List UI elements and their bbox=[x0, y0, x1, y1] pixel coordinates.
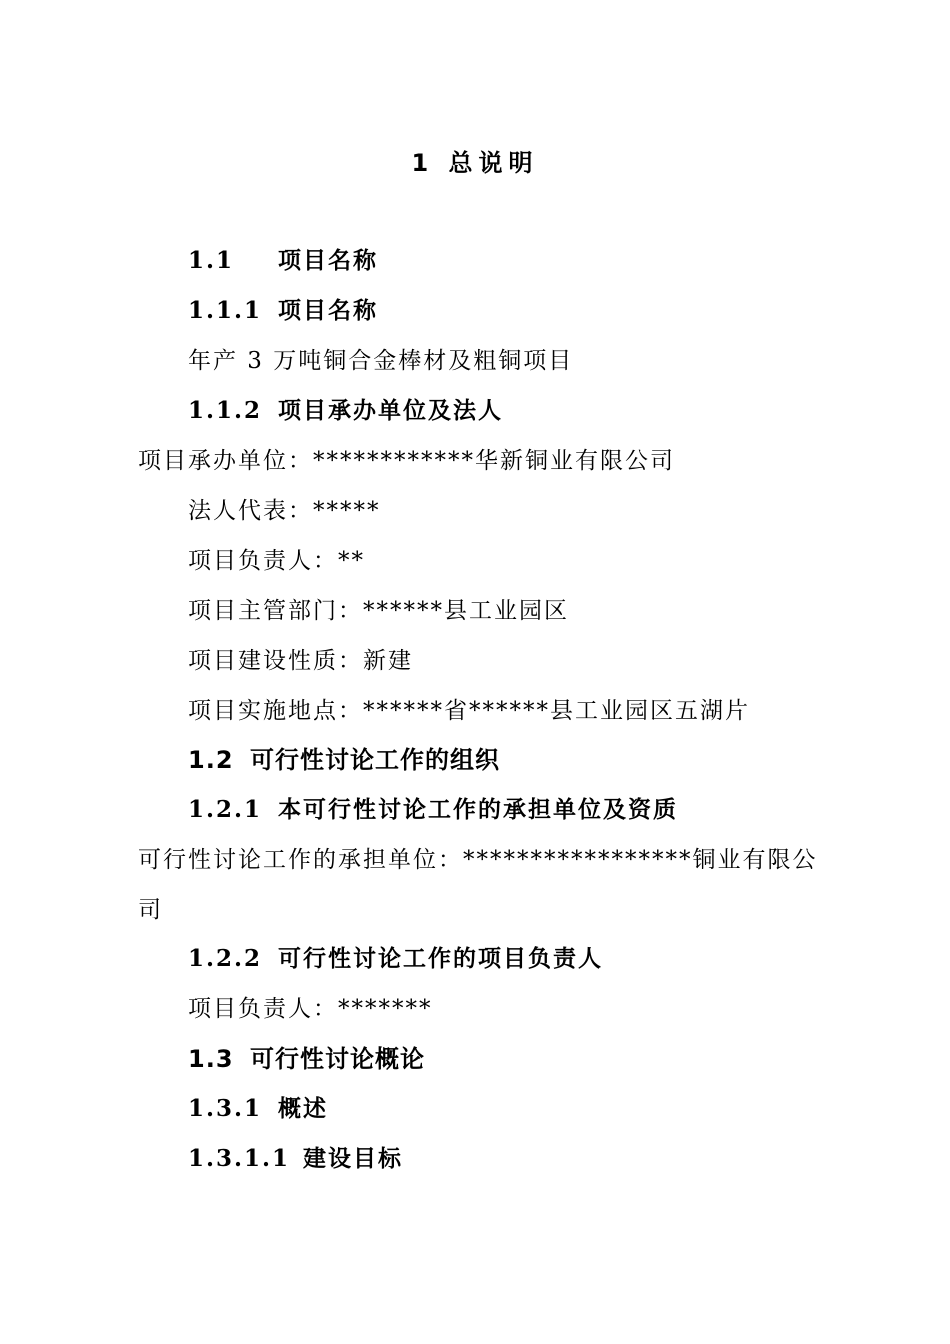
heading-text: 项目承办单位及法人 bbox=[278, 397, 503, 424]
heading-text: 项目名称 bbox=[278, 297, 378, 324]
heading-number: 1.1.2 bbox=[188, 397, 263, 424]
heading-1-3-1-1 bbox=[188, 1144, 403, 1174]
heading-text: 可行性讨论工作的项目负责人 bbox=[278, 945, 603, 972]
heading-number: 1.2 bbox=[188, 746, 234, 774]
study-unit-text-line2: 司 bbox=[138, 897, 163, 923]
heading-1-3 bbox=[188, 1044, 425, 1074]
heading-text: 本可行性讨论工作的承担单位及资质 bbox=[278, 796, 678, 823]
heading-1-1-2 bbox=[188, 396, 503, 426]
person-in-charge-text: 项目负责人：** bbox=[188, 548, 365, 574]
heading-number: 1.1.1 bbox=[188, 297, 263, 324]
heading-1-1 bbox=[188, 246, 378, 276]
legal-rep-text: 法人代表：***** bbox=[188, 498, 381, 524]
authority-text: 项目主管部门：******县工业园区 bbox=[188, 598, 569, 624]
heading-1-2-1 bbox=[188, 795, 678, 825]
heading-1-1-1 bbox=[188, 296, 378, 326]
heading-text: 项目名称 bbox=[278, 247, 378, 274]
heading-text: 概述 bbox=[278, 1095, 328, 1122]
nature-text: 项目建设性质：新建 bbox=[188, 648, 413, 674]
heading-number: 1.3 bbox=[188, 1045, 234, 1073]
heading-number: 1.2.2 bbox=[188, 945, 263, 972]
heading-number: 1.3.1.1 bbox=[188, 1145, 291, 1172]
heading-text: 建设目标 bbox=[303, 1145, 403, 1172]
heading-1-2-2 bbox=[188, 944, 603, 974]
heading-number: 1.2.1 bbox=[188, 796, 263, 823]
chapter-title: 1 总说明 bbox=[411, 149, 539, 177]
study-unit-text-line1: 可行性讨论工作的承担单位：*****************铜业有限公 bbox=[138, 847, 818, 873]
heading-number: 1.3.1 bbox=[188, 1095, 263, 1122]
project-name-text: 年产 3 万吨铜合金棒材及粗铜项目 bbox=[188, 348, 574, 374]
heading-text: 可行性讨论概论 bbox=[250, 1045, 425, 1073]
study-leader-text: 项目负责人：******* bbox=[188, 996, 433, 1022]
undertaker-text: 项目承办单位：************华新铜业有限公司 bbox=[138, 448, 675, 474]
heading-text: 可行性讨论工作的组织 bbox=[250, 746, 500, 774]
heading-1-2 bbox=[188, 745, 500, 775]
heading-1-3-1 bbox=[188, 1094, 328, 1124]
heading-number: 1.1 bbox=[188, 247, 235, 274]
location-text: 项目实施地点：******省******县工业园区五湖片 bbox=[188, 698, 750, 724]
